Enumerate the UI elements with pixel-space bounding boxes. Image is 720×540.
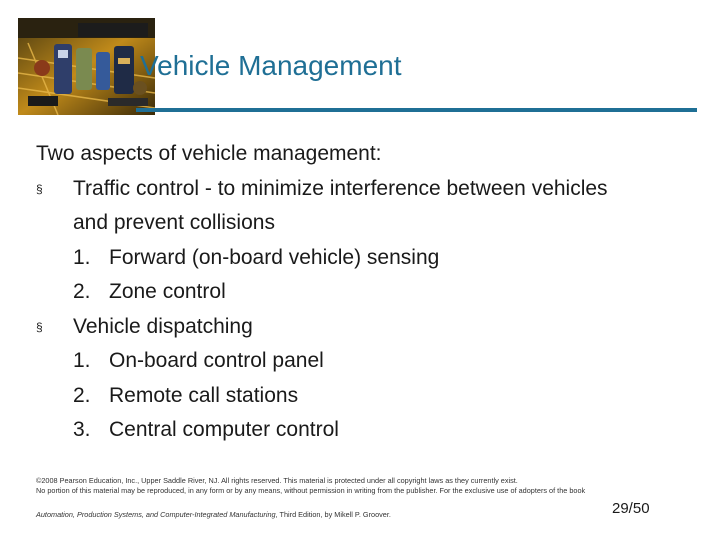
bullet-text: Traffic control - to minimize interference between vehicles: [73, 176, 608, 200]
sub-item: [36, 275, 716, 310]
bullet-icon: §: [36, 181, 43, 196]
book-edition-author: , Third Edition, by Mikell P. Groover.: [275, 510, 391, 519]
bullet-item-vehicle-dispatching: [36, 310, 716, 345]
sub-item-number: 3.: [73, 418, 91, 441]
sub-item: [36, 413, 716, 448]
slide-title: Vehicle Management: [140, 50, 402, 81]
sub-item-number: 2.: [73, 280, 91, 303]
bullet-text-continued: and prevent collisions: [73, 211, 275, 234]
title-divider: [136, 108, 697, 112]
sub-item: [36, 241, 716, 276]
bullet-text: Vehicle dispatching: [73, 314, 253, 338]
sub-item-text: Remote call stations: [109, 383, 299, 407]
slide-body: [36, 137, 716, 448]
copyright-notice: [36, 476, 676, 496]
intro-line: Two aspects of vehicle management:: [36, 142, 382, 165]
copyright-line: No portion of this material may be reproduced, in any form or by any means, without permission in writing from the publisher. For the exclusive use of adopters of the book: [36, 486, 586, 495]
circuit-board-icon: [18, 18, 155, 115]
book-citation: [36, 510, 391, 519]
book-title: Automation, Production Systems, and Computer-Integrated Manufacturing: [36, 510, 276, 519]
sub-item-text: Zone control: [109, 280, 226, 303]
sub-item-number: 1.: [73, 349, 91, 372]
sub-item-number: 2.: [73, 383, 91, 407]
sub-item-text: On-board control panel: [109, 349, 324, 372]
sub-item-text: Forward (on-board vehicle) sensing: [109, 245, 440, 269]
page-number: 29/50: [612, 500, 650, 517]
sub-item-number: 1.: [73, 245, 91, 269]
bullet-item-traffic-control: [36, 172, 716, 207]
sub-item-text: Central computer control: [109, 418, 339, 441]
copyright-line: ©2008 Pearson Education, Inc., Upper Saddle River, NJ. All rights reserved. This material is protected under all copyright laws as they currently exist.: [36, 476, 518, 485]
circuit-board-logo-image: [18, 18, 155, 115]
sub-item: [36, 379, 716, 414]
sub-item: [36, 344, 716, 379]
bullet-icon: §: [36, 319, 43, 334]
